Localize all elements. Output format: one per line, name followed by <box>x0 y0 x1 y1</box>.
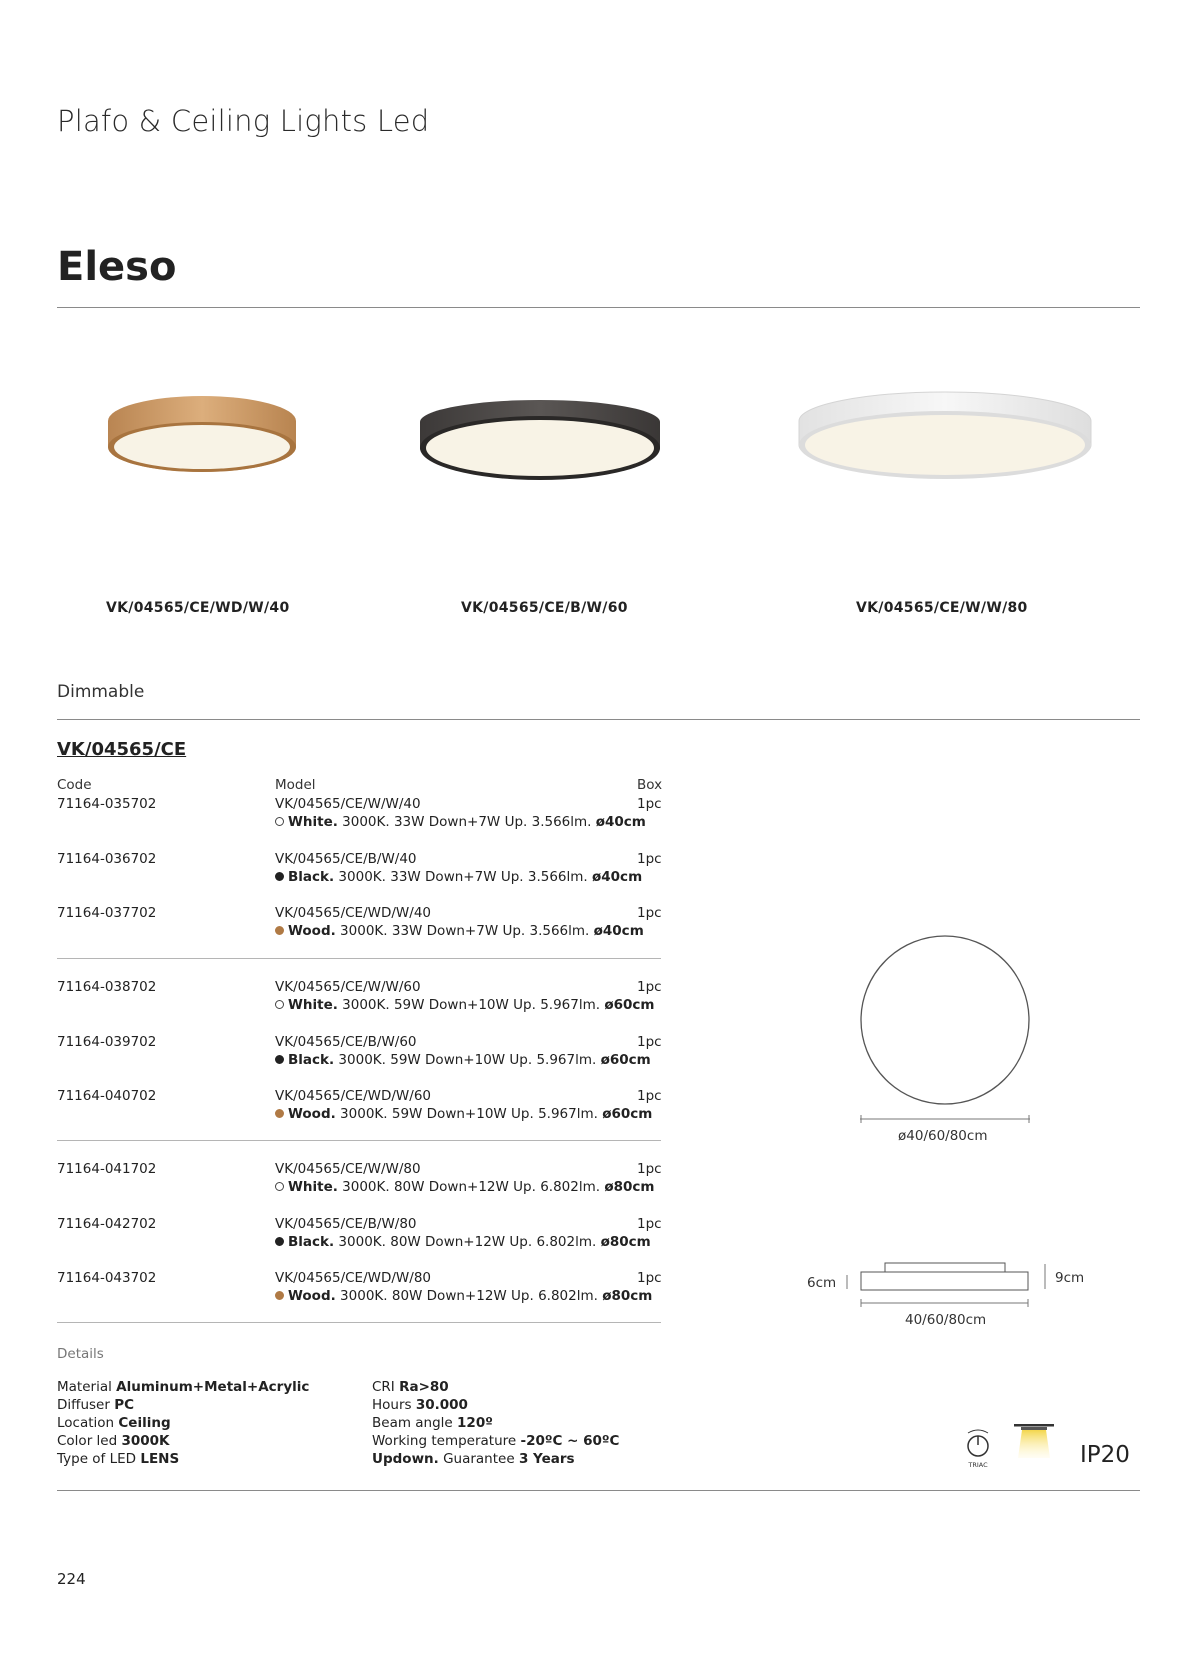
spec-color-led: Color led 3000K <box>57 1433 170 1449</box>
box-quantity: 1pc <box>637 1270 662 1286</box>
product-code: 71164-039702 <box>57 1034 157 1050</box>
column-header-code: Code <box>57 777 92 793</box>
spec-text: 3000K. 33W Down+7W Up. 3.566lm. <box>337 814 596 830</box>
product-image-black <box>414 390 669 500</box>
color-swatch-icon <box>275 1237 284 1246</box>
ip-rating-badge: IP20 <box>1080 1442 1130 1468</box>
product-code: 71164-037702 <box>57 905 157 921</box>
divider <box>57 719 1140 720</box>
image-caption: VK/04565/CE/W/W/80 <box>856 600 1028 616</box>
body-height-label: 6cm <box>807 1275 837 1291</box>
size-text: ø80cm <box>600 1234 651 1250</box>
color-swatch-icon <box>275 817 284 826</box>
spec-text: 3000K. 80W Down+12W Up. 6.802lm. <box>335 1288 603 1304</box>
side-view-drawing <box>840 1255 1060 1315</box>
spec-text: 3000K. 80W Down+12W Up. 6.802lm. <box>337 1179 605 1195</box>
model-number: VK/04565/CE/WD/W/40 <box>275 905 432 921</box>
model-number: VK/04565/CE/B/W/40 <box>275 851 417 867</box>
color-name: White. <box>288 814 338 830</box>
product-image-white <box>795 385 1095 500</box>
table-row <box>0 1034 700 1074</box>
spec-beam-angle: Beam angle 120º <box>372 1415 493 1431</box>
details-heading: Details <box>57 1346 104 1362</box>
product-code: 71164-042702 <box>57 1216 157 1232</box>
table-row <box>0 979 700 1019</box>
color-name: White. <box>288 1179 338 1195</box>
model-description <box>275 923 644 939</box>
spec-material: Material Aluminum+Metal+Acrylic <box>57 1379 310 1395</box>
product-code: 71164-043702 <box>57 1270 157 1286</box>
product-code: 71164-038702 <box>57 979 157 995</box>
model-number: VK/04565/CE/WD/W/80 <box>275 1270 432 1286</box>
color-name: Black. <box>288 1234 335 1250</box>
table-row <box>0 1270 700 1310</box>
size-text: ø40cm <box>593 923 644 939</box>
table-row <box>0 1216 700 1256</box>
group-divider <box>57 958 661 959</box>
column-header-box: Box <box>637 777 663 793</box>
page-number: 224 <box>57 1570 86 1588</box>
color-name: Black. <box>288 869 335 885</box>
diameter-label: ø40/60/80cm <box>898 1128 988 1144</box>
total-height-label: 9cm <box>1055 1270 1085 1286</box>
table-row <box>0 1088 700 1128</box>
model-description <box>275 1288 652 1304</box>
box-quantity: 1pc <box>637 796 662 812</box>
image-caption: VK/04565/CE/WD/W/40 <box>106 600 290 616</box>
model-number: VK/04565/CE/B/W/80 <box>275 1216 417 1232</box>
size-text: ø40cm <box>595 814 646 830</box>
size-text: ø80cm <box>604 1179 655 1195</box>
product-name: Eleso <box>57 244 177 290</box>
spec-guarantee: Updown. Guarantee 3 Years <box>372 1451 575 1467</box>
color-swatch-icon <box>275 1000 284 1009</box>
model-description <box>275 1179 654 1195</box>
spec-diffuser: Diffuser PC <box>57 1397 134 1413</box>
size-text: ø60cm <box>602 1106 653 1122</box>
model-number: VK/04565/CE/W/W/40 <box>275 796 421 812</box>
product-code: 71164-035702 <box>57 796 157 812</box>
box-quantity: 1pc <box>637 851 662 867</box>
model-number: VK/04565/CE/W/W/80 <box>275 1161 421 1177</box>
model-description <box>275 869 642 885</box>
model-number: VK/04565/CE/WD/W/60 <box>275 1088 432 1104</box>
model-number: VK/04565/CE/B/W/60 <box>275 1034 417 1050</box>
color-swatch-icon <box>275 926 284 935</box>
model-number: VK/04565/CE/W/W/60 <box>275 979 421 995</box>
table-row <box>0 796 700 836</box>
product-code: 71164-036702 <box>57 851 157 867</box>
spec-working-temperature: Working temperature -20ºC ~ 60ºC <box>372 1433 620 1449</box>
model-description <box>275 1106 652 1122</box>
color-name: Wood. <box>288 1288 336 1304</box>
table-row <box>0 905 700 945</box>
model-description <box>275 1052 651 1068</box>
spec-text: 3000K. 33W Down+7W Up. 3.566lm. <box>335 923 594 939</box>
color-swatch-icon <box>275 1291 284 1300</box>
size-text: ø60cm <box>604 997 655 1013</box>
box-quantity: 1pc <box>637 1216 662 1232</box>
product-image-wood <box>100 385 305 495</box>
top-view-drawing <box>850 935 1040 1125</box>
feature-label: Dimmable <box>57 682 145 702</box>
color-swatch-icon <box>275 872 284 881</box>
family-code: VK/04565/CE <box>57 739 187 760</box>
spec-led-type: Type of LED LENS <box>57 1451 180 1467</box>
color-name: Black. <box>288 1052 335 1068</box>
spec-text: 3000K. 59W Down+10W Up. 5.967lm. <box>334 1052 601 1068</box>
triac-dimmable-icon <box>960 1425 996 1469</box>
color-swatch-icon <box>275 1055 284 1064</box>
beam-light-icon <box>1012 1422 1060 1462</box>
size-text: ø60cm <box>600 1052 651 1068</box>
color-name: Wood. <box>288 923 336 939</box>
width-label: 40/60/80cm <box>905 1312 987 1328</box>
product-code: 71164-040702 <box>57 1088 157 1104</box>
spec-text: 3000K. 80W Down+12W Up. 6.802lm. <box>334 1234 601 1250</box>
image-caption: VK/04565/CE/B/W/60 <box>461 600 628 616</box>
model-description <box>275 997 654 1013</box>
spec-text: 3000K. 59W Down+10W Up. 5.967lm. <box>337 997 605 1013</box>
box-quantity: 1pc <box>637 905 662 921</box>
size-text: ø80cm <box>602 1288 653 1304</box>
table-row <box>0 851 700 891</box>
color-name: White. <box>288 997 338 1013</box>
divider <box>57 1490 1140 1491</box>
box-quantity: 1pc <box>637 1161 662 1177</box>
product-code: 71164-041702 <box>57 1161 157 1177</box>
box-quantity: 1pc <box>637 979 662 995</box>
color-swatch-icon <box>275 1109 284 1118</box>
table-row <box>0 1161 700 1201</box>
model-description <box>275 1234 651 1250</box>
spec-text: 3000K. 59W Down+10W Up. 5.967lm. <box>335 1106 603 1122</box>
spec-location: Location Ceiling <box>57 1415 171 1431</box>
color-name: Wood. <box>288 1106 336 1122</box>
divider <box>57 307 1140 308</box>
size-text: ø40cm <box>592 869 643 885</box>
color-swatch-icon <box>275 1182 284 1191</box>
box-quantity: 1pc <box>637 1088 662 1104</box>
group-divider <box>57 1322 661 1323</box>
spec-hours: Hours 30.000 <box>372 1397 468 1413</box>
spec-text: 3000K. 33W Down+7W Up. 3.566lm. <box>334 869 592 885</box>
group-divider <box>57 1140 661 1141</box>
box-quantity: 1pc <box>637 1034 662 1050</box>
model-description <box>275 814 646 830</box>
spec-cri: CRI Ra>80 <box>372 1379 449 1395</box>
triac-label: TRIAC <box>968 1461 988 1469</box>
column-header-model: Model <box>275 777 316 793</box>
category-title: Plafo & Ceiling Lights Led <box>57 104 430 138</box>
